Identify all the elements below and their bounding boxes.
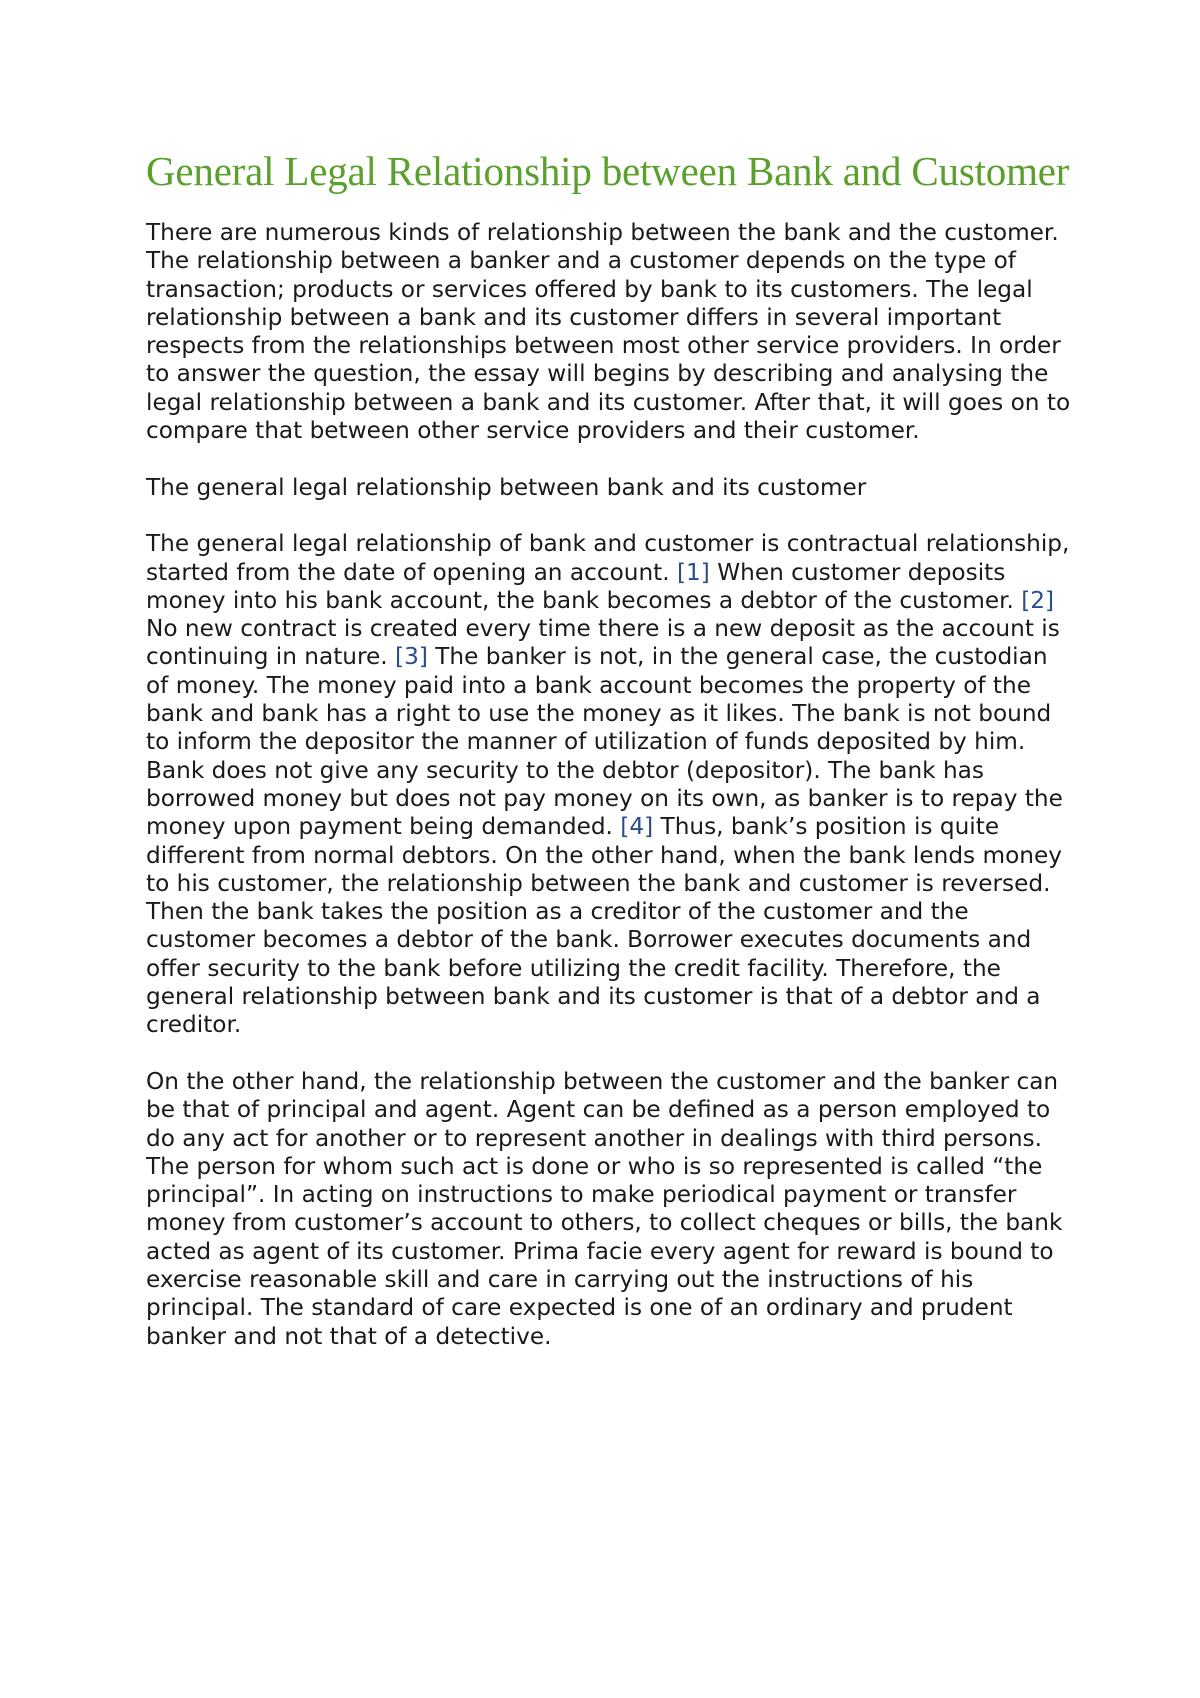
footnote-ref-4[interactable]: [4]	[620, 813, 654, 841]
principal-agent-paragraph: On the other hand, the relationship between the customer and the banker can be that of principal and agent. Agent can be defined as a person employed to do any act for another or to represent another in dealings with third persons. The person for whom such act is done or who is so represented is called “the principal”. In acting on instructions to make periodical payment or transfer money from customer’s account to others, to collect cheques or bills, the bank acted as agent of its customer. Prima facie every agent for reward is bound to exercise reasonable skill and care in carrying out the instructions of his principal. The standard of care expected is one of an ordinary and prudent banker and not that of a detective.	[146, 1067, 1063, 1350]
document-content	[146, 145, 1076, 1379]
paragraph-text: The banker is not, in the general case, the custodian of money. The money paid into a bank account becomes the property of the bank and bank has a right to use the money as it likes. The bank is not bound to inform the depositor the manner of utilization of funds deposited by him. Bank does not give any security to the debtor (depositor). The bank has borrowed money but does not pay money on its own, as banker is to repay the money upon payment being demanded.	[146, 643, 1063, 841]
paragraph-text: When customer deposits money into his bank account, the bank becomes a debtor of the customer.	[146, 558, 1022, 614]
footnote-ref-1[interactable]: [1]	[676, 558, 710, 586]
section-subheading: The general legal relationship between bank and its customer	[146, 473, 867, 501]
debtor-creditor-paragraph	[146, 530, 1076, 1039]
paragraph-text: The general legal relationship of bank and customer is contractual relationship, started from the date of opening an account.	[146, 530, 1070, 586]
document-title: General Legal Relationship between Bank and Customer	[146, 148, 1070, 194]
paragraph-text: Thus, bank’s position is quite different from normal debtors. On the other hand, when the bank lends money to his customer, the relationship between the bank and customer is reversed. Then the bank takes the position as a creditor of the customer and the customer becomes a debtor of the bank. Borrower executes documents and offer security to the bank before utilizing the credit facility. Therefore, the general relationship between bank and its customer is that of a debtor and a creditor.	[146, 813, 1062, 1039]
footnote-ref-3[interactable]: [3]	[395, 643, 428, 671]
footnote-ref-2[interactable]: [2]	[1021, 586, 1055, 614]
intro-paragraph: There are numerous kinds of relationship between the bank and the customer. The relationship between a banker and a customer depends on the type of transaction; products or services offered by bank to its customers. The legal relationship between a bank and its customer differs in several important respects from the relationships between most other service providers. In order to answer the question, the essay will begins by describing and analysing the legal relationship between a bank and its customer. After that, it will goes on to compare that between other service providers and their customer.	[146, 219, 1071, 445]
paragraph-text: No new contract is created every time there is a new deposit as the account is continuing in nature.	[146, 615, 1060, 671]
